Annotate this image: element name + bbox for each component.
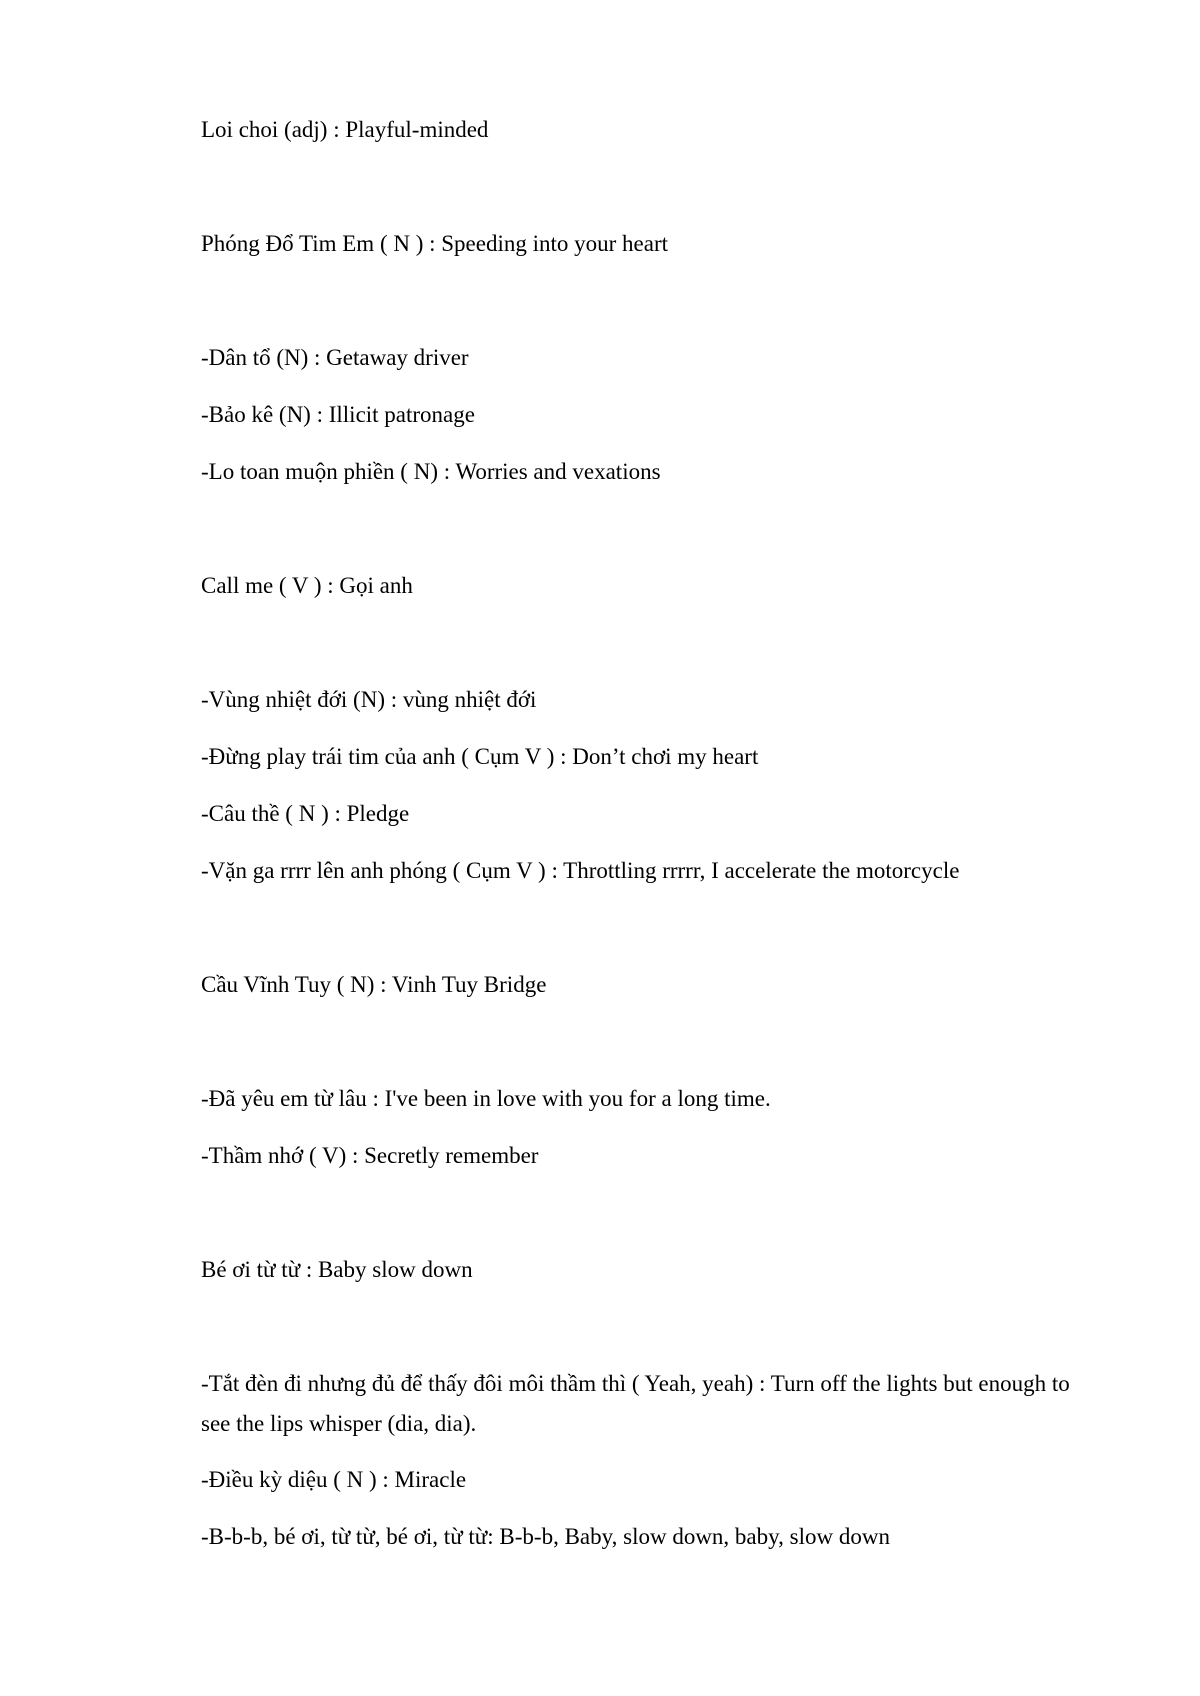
vocab-entry: -Lo toan muộn phiền ( N) : Worries and vexations <box>201 459 661 484</box>
vocab-entry: -Tắt đèn đi nhưng đủ để thấy đôi môi thầm thì ( Yeah, yeah) : Turn off the lights but enough to see the lips whisper (dia, dia). <box>201 1371 1070 1436</box>
vocab-entry: Cầu Vĩnh Tuy ( N) : Vinh Tuy Bridge <box>201 972 547 997</box>
vocab-entry: -Điều kỳ diệu ( N ) : Miracle <box>201 1467 467 1492</box>
vocab-entry: Phóng Đổ Tim Em ( N ) : Speeding into your heart <box>201 231 669 256</box>
vocab-entry: -Dân tổ (N) : Getaway driver <box>201 345 469 370</box>
vocab-entry: -B-b-b, bé ơi, từ từ, bé ơi, từ từ: B-b-b, Baby, slow down, baby, slow down <box>201 1524 890 1549</box>
vocab-entry: -Đã yêu em từ lâu : I've been in love with you for a long time. <box>201 1086 771 1111</box>
vocab-entry: Bé ơi từ từ : Baby slow down <box>201 1257 473 1282</box>
vocab-entry: -Câu thề ( N ) : Pledge <box>201 801 410 826</box>
vocab-entry: -Đừng play trái tim của anh ( Cụm V ) : Don’t chơi my heart <box>201 744 759 769</box>
vocab-entry: Loi choi (adj) : Playful-minded <box>201 117 489 142</box>
vocab-entry: -Bảo kê (N) : Illicit patronage <box>201 402 475 427</box>
vocab-entry: Call me ( V ) : Gọi anh <box>201 573 413 598</box>
vocab-entry: -Vặn ga rrrr lên anh phóng ( Cụm V ) : Throttling rrrrr, I accelerate the motorcycle <box>201 858 960 883</box>
vocab-entry: -Vùng nhiệt đới (N) : vùng nhiệt đới <box>201 687 537 712</box>
vocab-entry: -Thầm nhớ ( V) : Secretly remember <box>201 1143 539 1168</box>
